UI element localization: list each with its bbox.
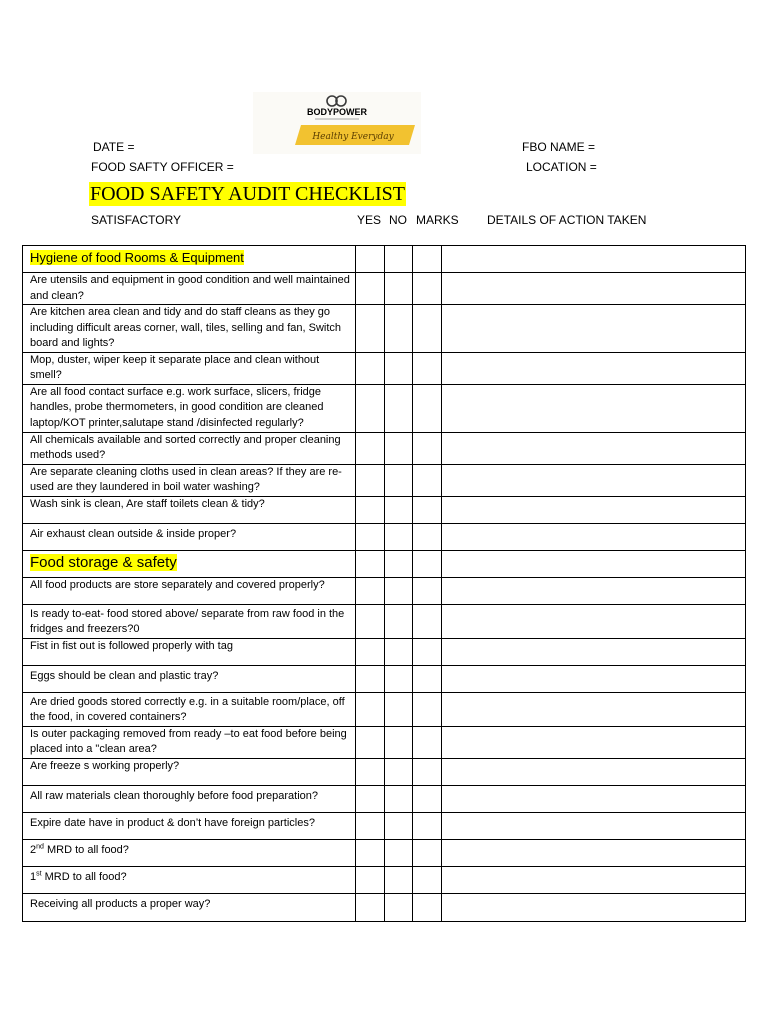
logo-graphic [253, 92, 421, 154]
marks-cell[interactable] [413, 604, 442, 638]
col-no: NO [389, 213, 407, 227]
table-row [23, 577, 746, 604]
marks-cell[interactable] [413, 432, 442, 464]
question-cell: Wash sink is clean, Are staff toilets clean & tidy? [23, 496, 356, 523]
marks-cell[interactable] [413, 550, 442, 577]
col-marks: MARKS [416, 213, 459, 227]
ordinal-suffix: nd [36, 842, 44, 850]
no-cell[interactable] [385, 384, 413, 432]
logo-brand: BODYPOWER [306, 107, 368, 117]
no-cell[interactable] [385, 352, 413, 384]
details-cell[interactable] [442, 758, 746, 785]
ordinal-number: 1 [30, 870, 37, 883]
section-title: Hygiene of food Rooms & Equipment [30, 250, 244, 266]
marks-cell[interactable] [413, 893, 442, 921]
yes-cell[interactable] [356, 464, 385, 496]
table-row [23, 839, 746, 866]
question-cell: Is ready to-eat- food stored above/ separate from raw food in the fridges and freezers?0 [23, 604, 356, 638]
fbo-name-label: FBO NAME = [522, 140, 596, 154]
details-cell[interactable] [442, 893, 746, 921]
yes-cell[interactable] [356, 432, 385, 464]
no-cell[interactable] [385, 550, 413, 577]
yes-cell[interactable] [356, 496, 385, 523]
yes-cell[interactable] [356, 305, 385, 353]
details-cell[interactable] [442, 550, 746, 577]
table-row [23, 758, 746, 785]
col-satisfactory: SATISFACTORY [91, 213, 182, 227]
marks-cell[interactable] [413, 785, 442, 812]
question-cell: Are dried goods stored correctly e.g. in a suitable room/place, off the food, in covered containers? [23, 692, 356, 726]
table-row [23, 785, 746, 812]
no-cell[interactable] [385, 785, 413, 812]
no-cell[interactable] [385, 523, 413, 550]
col-details: DETAILS OF ACTION TAKEN [487, 213, 647, 227]
yes-cell[interactable] [356, 726, 385, 758]
table-row [23, 523, 746, 550]
audit-checklist-table [22, 245, 746, 922]
no-cell[interactable] [385, 432, 413, 464]
details-cell[interactable] [442, 464, 746, 496]
details-cell[interactable] [442, 692, 746, 726]
yes-cell[interactable] [356, 638, 385, 665]
details-cell[interactable] [442, 812, 746, 839]
yes-cell[interactable] [356, 893, 385, 921]
yes-cell[interactable] [356, 866, 385, 893]
details-cell[interactable] [442, 496, 746, 523]
yes-cell[interactable] [356, 665, 385, 692]
marks-cell[interactable] [413, 496, 442, 523]
no-cell[interactable] [385, 692, 413, 726]
yes-cell[interactable] [356, 352, 385, 384]
yes-cell[interactable] [356, 273, 385, 305]
page-title: FOOD SAFETY AUDIT CHECKLIST [90, 183, 406, 205]
table-row [23, 384, 746, 432]
details-cell[interactable] [442, 384, 746, 432]
question-cell: All chemicals available and sorted correctly and proper cleaning methods used? [23, 432, 356, 464]
question-cell: Are all food contact surface e.g. work surface, slicers, fridge handles, probe thermometers, in good condition are cleaned laptop/KOT printer,salutape stand /disinfected regularly? [23, 384, 356, 432]
marks-cell[interactable] [413, 866, 442, 893]
table-row [23, 432, 746, 464]
no-cell[interactable] [385, 638, 413, 665]
question-cell: Eggs should be clean and plastic tray? [23, 665, 356, 692]
question-cell [23, 866, 356, 893]
yes-cell[interactable] [356, 604, 385, 638]
no-cell[interactable] [385, 496, 413, 523]
table-row [23, 812, 746, 839]
yes-cell[interactable] [356, 812, 385, 839]
details-cell[interactable] [442, 273, 746, 305]
marks-cell[interactable] [413, 523, 442, 550]
details-cell[interactable] [442, 432, 746, 464]
bodypower-logo [253, 92, 421, 154]
details-cell[interactable] [442, 246, 746, 273]
no-cell[interactable] [385, 893, 413, 921]
marks-cell[interactable] [413, 577, 442, 604]
no-cell[interactable] [385, 246, 413, 273]
question-cell: Are kitchen area clean and tidy and do staff cleans as they go including difficult areas corner, wall, tiles, selling and fan, Switch board and lights? [23, 305, 356, 353]
section-title-cell [23, 246, 356, 273]
marks-cell[interactable] [413, 665, 442, 692]
section-title-cell [23, 550, 356, 577]
ordinal-number: 2 [30, 843, 37, 856]
logo-tagline: Healthy Everyday [312, 132, 394, 142]
marks-cell[interactable] [413, 692, 442, 726]
no-cell[interactable] [385, 665, 413, 692]
marks-cell[interactable] [413, 464, 442, 496]
question-cell: Mop, duster, wiper keep it separate place and clean without smell? [23, 352, 356, 384]
food-safety-officer-label: FOOD SAFTY OFFICER = [91, 160, 234, 174]
table-row [23, 638, 746, 665]
marks-cell[interactable] [413, 384, 442, 432]
yes-cell[interactable] [356, 523, 385, 550]
no-cell[interactable] [385, 305, 413, 353]
question-cell: Expire date have in product & don’t have foreign particles? [23, 812, 356, 839]
yes-cell[interactable] [356, 758, 385, 785]
yes-cell[interactable] [356, 692, 385, 726]
yes-cell[interactable] [356, 785, 385, 812]
table-row [23, 352, 746, 384]
table-row [23, 726, 746, 758]
details-cell[interactable] [442, 785, 746, 812]
no-cell[interactable] [385, 758, 413, 785]
no-cell[interactable] [385, 726, 413, 758]
section-header-row [23, 246, 746, 273]
question-cell: Are separate cleaning cloths used in clean areas? If they are re- used are they laundered in boil water washing? [23, 464, 356, 496]
date-label: DATE = [93, 140, 135, 154]
marks-cell[interactable] [413, 812, 442, 839]
question-cell: Fist in fist out is followed properly with tag [23, 638, 356, 665]
yes-cell[interactable] [356, 384, 385, 432]
table-row [23, 464, 746, 496]
details-cell[interactable] [442, 305, 746, 353]
question-cell: Are freeze s working properly? [23, 758, 356, 785]
col-yes: YES [357, 213, 382, 227]
marks-cell[interactable] [413, 638, 442, 665]
details-cell[interactable] [442, 577, 746, 604]
section-title: Food storage & safety [30, 553, 177, 571]
question-cell: All raw materials clean thoroughly before food preparation? [23, 785, 356, 812]
details-cell[interactable] [442, 352, 746, 384]
details-cell[interactable] [442, 866, 746, 893]
no-cell[interactable] [385, 839, 413, 866]
table-row [23, 273, 746, 305]
marks-cell[interactable] [413, 352, 442, 384]
marks-cell[interactable] [413, 726, 442, 758]
yes-cell[interactable] [356, 550, 385, 577]
table-row [23, 604, 746, 638]
table-row [23, 866, 746, 893]
details-cell[interactable] [442, 726, 746, 758]
details-cell[interactable] [442, 638, 746, 665]
no-cell[interactable] [385, 866, 413, 893]
table-row [23, 496, 746, 523]
question-cell [23, 839, 356, 866]
table-row [23, 305, 746, 353]
no-cell[interactable] [385, 812, 413, 839]
marks-cell[interactable] [413, 273, 442, 305]
details-cell[interactable] [442, 523, 746, 550]
table-row [23, 665, 746, 692]
yes-cell[interactable] [356, 577, 385, 604]
question-text: MRD to all food? [44, 870, 127, 883]
question-cell: Receiving all products a proper way? [23, 893, 356, 921]
location-label: LOCATION = [526, 160, 597, 174]
no-cell[interactable] [385, 604, 413, 638]
no-cell[interactable] [385, 577, 413, 604]
question-cell: Air exhaust clean outside & inside proper? [23, 523, 356, 550]
yes-cell[interactable] [356, 839, 385, 866]
question-cell: Are utensils and equipment in good condition and well maintained and clean? [23, 273, 356, 305]
marks-cell[interactable] [413, 246, 442, 273]
details-cell[interactable] [442, 665, 746, 692]
table-row [23, 692, 746, 726]
marks-cell[interactable] [413, 839, 442, 866]
question-text: MRD to all food? [46, 843, 129, 856]
no-cell[interactable] [385, 464, 413, 496]
details-cell[interactable] [442, 604, 746, 638]
details-cell[interactable] [442, 839, 746, 866]
no-cell[interactable] [385, 273, 413, 305]
ordinal-suffix: st [36, 869, 42, 877]
marks-cell[interactable] [413, 305, 442, 353]
question-cell: Is outer packaging removed from ready –to eat food before being placed into a "clean area? [23, 726, 356, 758]
section-header-row [23, 550, 746, 577]
marks-cell[interactable] [413, 758, 442, 785]
yes-cell[interactable] [356, 246, 385, 273]
question-cell: All food products are store separately and covered properly? [23, 577, 356, 604]
table-row [23, 893, 746, 921]
